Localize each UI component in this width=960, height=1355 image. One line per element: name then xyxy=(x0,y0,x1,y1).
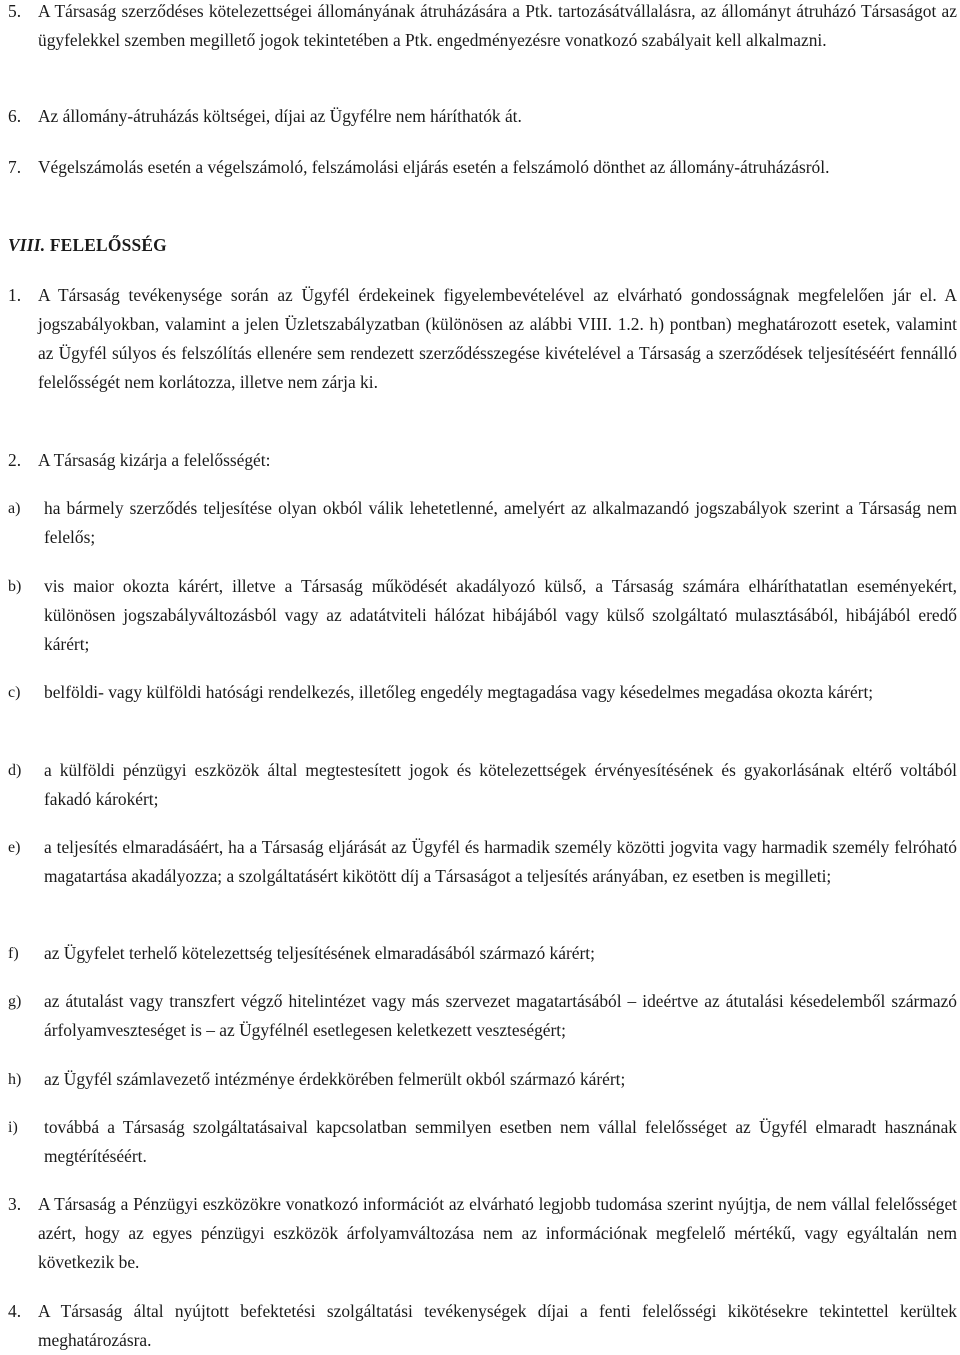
sub-item-a xyxy=(8,494,957,552)
sub-item-text: ha bármely szerződés teljesítése olyan okból válik lehetetlenné, amelyért az alkalmazandó jogszabályok szerint a Társaság nem felelős; xyxy=(44,498,957,547)
sub-item-e xyxy=(8,833,957,891)
sub-item-g xyxy=(8,987,957,1045)
clause-number: 5. xyxy=(8,1,22,21)
sub-item-letter: i) xyxy=(8,1119,18,1136)
clause-text: A Társaság kizárja a felelősségét: xyxy=(38,450,271,470)
section-number: VIII. xyxy=(8,235,46,255)
section-clause-2 xyxy=(8,446,957,475)
clause-number: 6. xyxy=(8,106,22,126)
sub-item-letter: e) xyxy=(8,839,21,856)
section-title: FELELŐSSÉG xyxy=(49,235,167,255)
sub-item-text: az átutalást vagy transzfert végző hitelintézet vagy más szervezet magatartásából – ideértve az átutalási késedelemből származó árfolyamveszteséget is – az Ügyfélnél esetlegesen keletkezett veszteségért; xyxy=(44,991,957,1040)
sub-item-letter: f) xyxy=(8,945,19,962)
sub-item-b xyxy=(8,572,957,659)
sub-item-d xyxy=(8,756,957,814)
sub-item-h xyxy=(8,1065,957,1094)
clause-number: 7. xyxy=(8,157,22,177)
section-clause-4 xyxy=(8,1297,957,1355)
sub-item-text: belföldi- vagy külföldi hatósági rendelkezés, illetőleg engedély megtagadása vagy késedelmes megadása okozta kárért; xyxy=(44,682,874,702)
clause-text: A Társaság a Pénzügyi eszközökre vonatkozó információt az elvárható legjobb tudomása szerint nyújtja, de nem vállal felelősséget azért, hogy az egyes pénzügyi eszközök árfolyamváltozása nem az információnak megfelelő mértékű, vagy egyáltalán nem következik be. xyxy=(38,1194,957,1272)
sub-item-c xyxy=(8,678,957,707)
sub-item-text: a külföldi pénzügyi eszközök által megtestesített jogok és kötelezettségek érvényesítésének és gyakorlásának eltérő voltából fakadó károkért; xyxy=(44,760,957,809)
clause-number: 2. xyxy=(8,450,22,470)
clause-text: A Társaság szerződéses kötelezettségei állományának átruházására a Ptk. tartozásátvállalásra, az állományt átruházó Társaságot az ügyfelekkel szemben megillető jogok tekintetében a Ptk. engedményezésre vonatkozó szabályait kell alkalmazni. xyxy=(38,1,957,50)
sub-item-i xyxy=(8,1113,957,1171)
clause-number: 1. xyxy=(8,285,22,305)
clause-6 xyxy=(8,102,957,131)
clause-text: Végelszámolás esetén a végelszámoló, felszámolási eljárás esetén a felszámoló dönthet az állomány-átruházásról. xyxy=(38,157,830,177)
sub-item-text: a teljesítés elmaradásáért, ha a Társaság eljárását az Ügyfél és harmadik személy közötti jogvita vagy harmadik személy felróható magatartása akadályozza; a szolgáltatásért kikötött díj a Társaságot a teljesítés arányában, ez esetben is megilleti; xyxy=(44,837,957,886)
section-clause-3 xyxy=(8,1190,957,1277)
clause-number: 3. xyxy=(8,1194,22,1214)
clause-5 xyxy=(8,0,957,55)
sub-item-text: vis maior okozta kárért, illetve a Társaság működését akadályozó külső, a Társaság számára elháríthatatlan eseményekért, különösen jogszabályváltozásból vagy az adatátviteli hálózat hibájából vagy külső szolgáltató mulasztásából, hibájából eredő kárért; xyxy=(44,576,957,654)
sub-item-text: az Ügyfelet terhelő kötelezettség teljesítésének elmaradásából származó kárért; xyxy=(44,943,595,963)
clause-7 xyxy=(8,153,957,182)
sub-item-letter: b) xyxy=(8,578,22,595)
clause-text: Az állomány-átruházás költségei, díjai az Ügyfélre nem háríthatók át. xyxy=(38,106,522,126)
sub-item-letter: d) xyxy=(8,762,22,779)
clause-text: A Társaság tevékenysége során az Ügyfél érdekeinek figyelembevételével az elvárható gondosságnak megfelelően jár el. A jogszabályokban, valamint a jelen Üzletszabályzatban (különösen az alábbi VIII. 1.2. h) pontban) meghatározott esetek, valamint az Ügyfél súlyos és felszólítás ellenére sem rendezett szerződésszegése kivételével a Társaság a szerződések teljesítéséért fennálló felelősségét nem korlátozza, illetve nem zárja ki. xyxy=(38,285,957,392)
sub-item-text: továbbá a Társaság szolgáltatásaival kapcsolatban semmilyen esetben nem vállal felelősséget az Ügyfél elmaradt hasznának megtérítéséért. xyxy=(44,1117,957,1166)
clause-number: 4. xyxy=(8,1301,22,1321)
sub-item-letter: g) xyxy=(8,993,22,1010)
section-heading xyxy=(8,231,957,260)
sub-item-letter: a) xyxy=(8,500,21,517)
sub-item-text: az Ügyfél számlavezető intézménye érdekkörében felmerült okból származó kárért; xyxy=(44,1069,626,1089)
sub-item-letter: c) xyxy=(8,684,21,701)
sub-item-f xyxy=(8,939,957,968)
sub-item-letter: h) xyxy=(8,1071,22,1088)
section-clause-1 xyxy=(8,281,957,397)
clause-text: A Társaság által nyújtott befektetési szolgáltatási tevékenységek díjai a fenti felelősségi kikötésekre tekintettel kerültek meghatározásra. xyxy=(38,1301,957,1350)
